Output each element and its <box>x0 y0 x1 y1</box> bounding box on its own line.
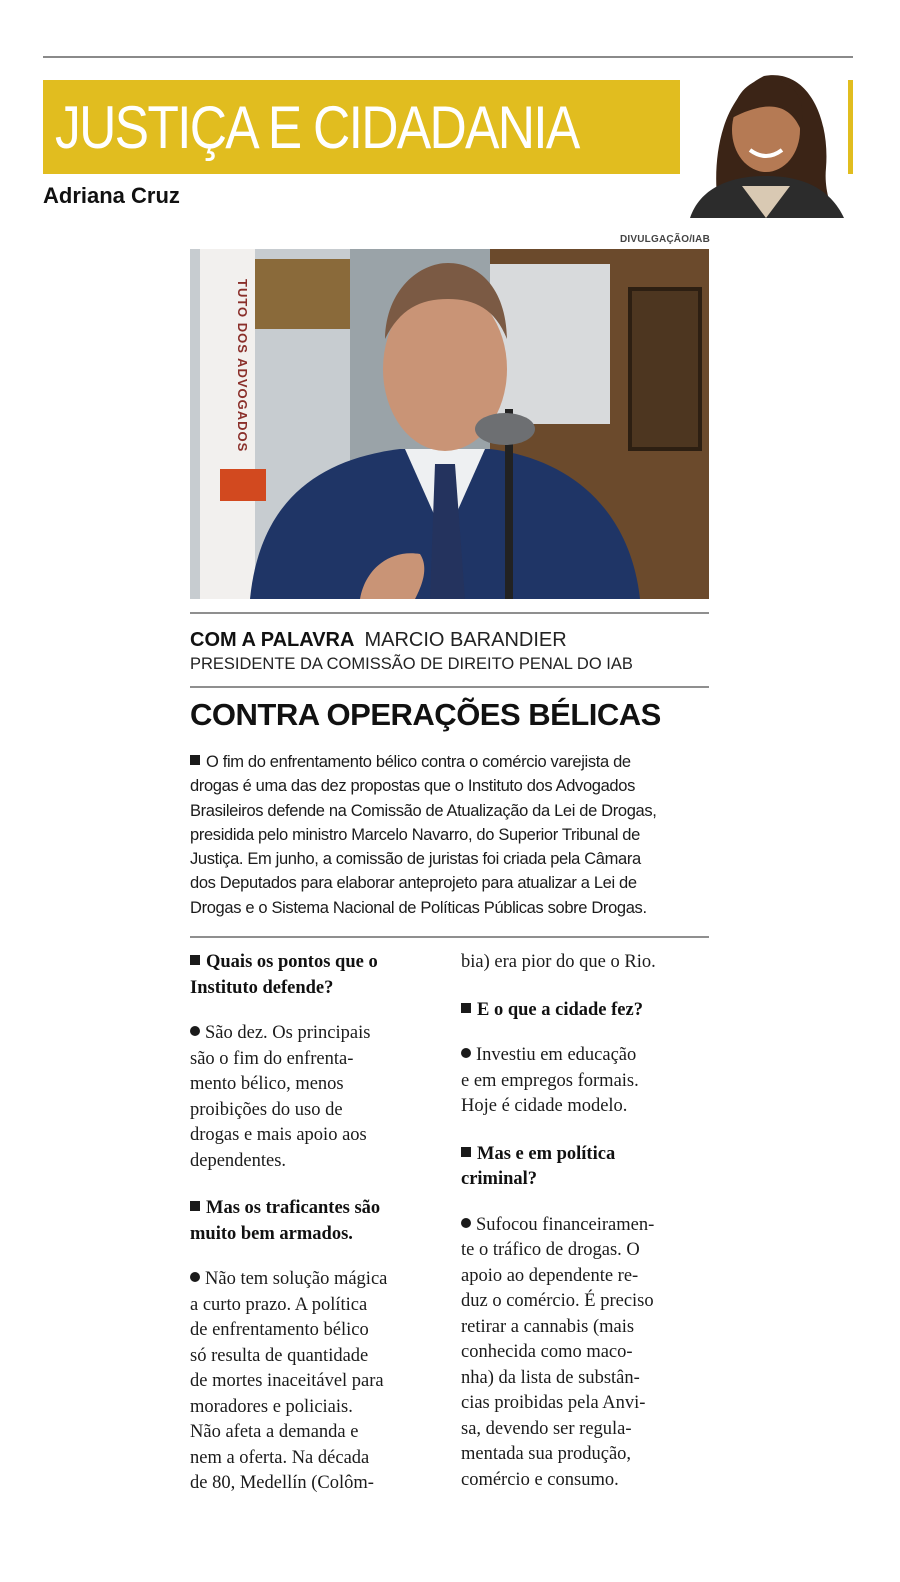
question-square-icon <box>190 1201 200 1211</box>
question: Mas os traficantes são muito bem armados. <box>190 1198 381 1244</box>
answer-continued: bia) era pior do que o Rio. <box>461 952 656 972</box>
author-byline: Adriana Cruz <box>43 183 180 208</box>
question-square-icon <box>190 955 200 965</box>
qa-column-left <box>190 950 442 1497</box>
photo-credit: DIVULGAÇÃO/IAB <box>619 234 710 245</box>
question-square-icon <box>461 1147 471 1157</box>
interviewee-name: MARCIO BARANDIER <box>364 629 567 651</box>
interviewee-photo-illustration <box>190 249 709 599</box>
intro-line: dos Deputados para elaborar anteprojeto para atualizar a Lei de <box>190 874 637 893</box>
interviewee-photo <box>190 249 709 599</box>
question: Quais os pontos que o Instituto defende? <box>190 952 378 998</box>
answer-dot-icon <box>461 1048 471 1058</box>
answer-dot-icon <box>190 1272 200 1282</box>
intro-line: Drogas e o Sistema Nacional de Políticas Públicas sobre Drogas. <box>190 898 647 917</box>
kicker-tag: COM A PALAVRA <box>190 629 355 651</box>
answer: São dez. Os principais são o fim do enfrenta- mento bélico, menos proibições do uso de drogas e mais apoio aos dependentes. <box>190 1023 371 1171</box>
intro-line: O fim do enfrentamento bélico contra o comércio varejista de <box>190 750 709 774</box>
question-square-icon <box>461 1003 471 1013</box>
column-title: JUSTIÇA E CIDADANIA <box>55 94 579 161</box>
intro-line: presidida pelo ministro Marcelo Navarro, do Superior Tribunal de <box>190 825 640 844</box>
section-rule <box>190 612 709 614</box>
kicker-line <box>190 627 720 653</box>
headline: CONTRA OPERAÇÕES BÉLICAS <box>190 697 661 732</box>
answer: Sufocou financeiramen- te o tráfico de drogas. O apoio ao dependente re- duz o comércio. É preciso retirar a cannabis (mais conhecida como maco- nha) da lista de substân- cias proibidas pela Anvi- sa, devendo ser regula- mentada sua produção, comércio e consumo. <box>461 1214 655 1490</box>
interviewee-role: PRESIDENTE DA COMISSÃO DE DIREITO PENAL DO IAB <box>190 655 633 673</box>
intro-line: drogas é uma das dez propostas que o Instituto dos Advogados <box>190 777 635 796</box>
author-photo <box>680 58 848 218</box>
qa-rule <box>190 936 709 938</box>
qa-column-right <box>461 950 713 1493</box>
answer-dot-icon <box>190 1026 200 1036</box>
intro-line: Brasileiros defende na Comissão de Atualização da Lei de Drogas, <box>190 801 657 820</box>
question: E o que a cidade fez? <box>461 998 713 1024</box>
question: Mas e em política criminal? <box>461 1143 616 1189</box>
bullet-square-icon <box>190 755 200 765</box>
intro-line: Justiça. Em junho, a comissão de juristas foi criada pela Câmara <box>190 850 641 869</box>
answer: Não tem solução mágica a curto prazo. A política de enfrentamento bélico só resulta de quantidade de mortes inaceitável para moradores e policiais. Não afeta a demanda e nem a oferta. Na década de 80, Medellín (Colôm- <box>190 1269 388 1493</box>
intro-paragraph <box>190 750 709 920</box>
banner-text: TUTO DOS ADVOGADOS <box>235 279 250 453</box>
answer-dot-icon <box>461 1218 471 1228</box>
answer: Investiu em educação e em empregos formais. Hoje é cidade modelo. <box>461 1045 639 1116</box>
headline-rule <box>190 686 709 688</box>
